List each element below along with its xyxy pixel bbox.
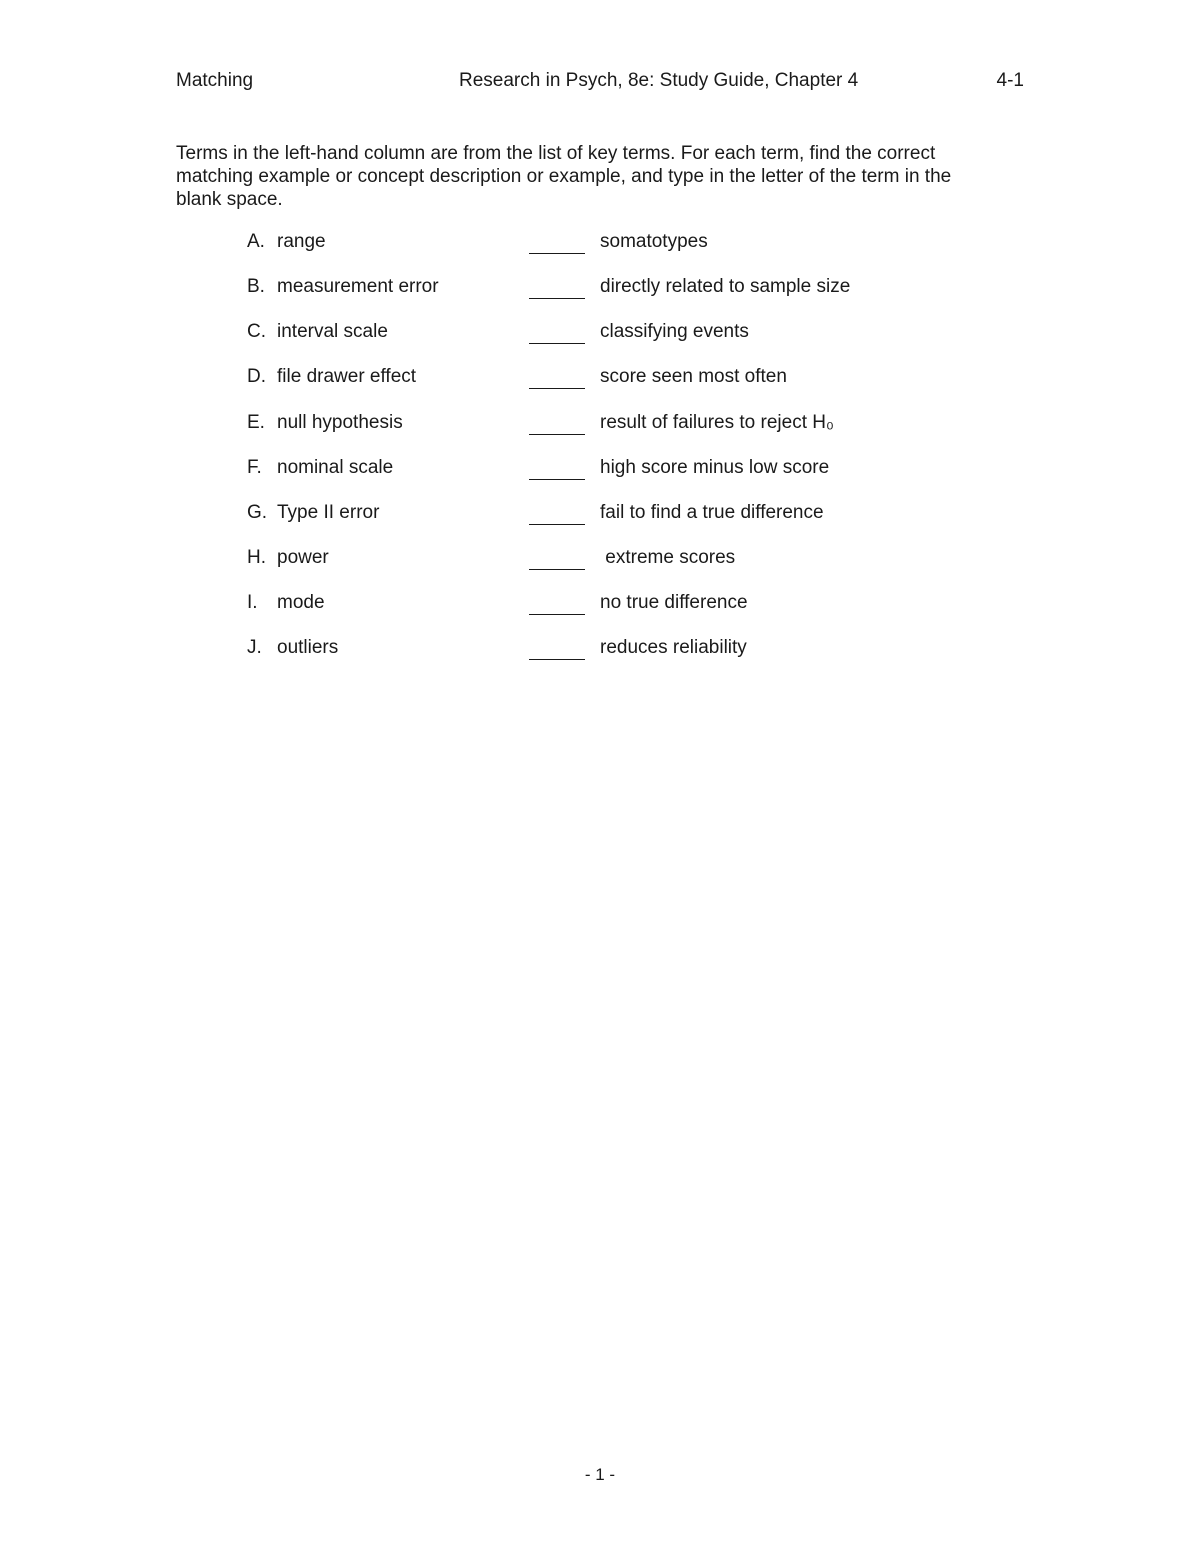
description-text: score seen most often: [600, 366, 787, 387]
description-text: directly related to sample size: [600, 276, 851, 297]
term-letter: B.: [247, 276, 265, 297]
answer-blank[interactable]: [529, 343, 585, 344]
answer-blank[interactable]: [529, 659, 585, 660]
term-letter: C.: [247, 321, 266, 342]
description-text: high score minus low score: [600, 457, 830, 478]
term-letter: H.: [247, 547, 266, 568]
instructions-paragraph: Terms in the left-hand column are from the list of key terms. For each term, find the correct matching example or concept description or example, and type in the letter of the term in the blank space.: [176, 143, 952, 210]
term-text: null hypothesis: [277, 412, 403, 433]
header-book-title: Research in Psych, 8e: Study Guide, Chapter 4: [459, 70, 859, 91]
page-footer-number: - 1 -: [584, 1465, 616, 1484]
matching-row: [0, 231, 1200, 259]
term-text: mode: [277, 592, 325, 613]
matching-row: [0, 592, 1200, 620]
term-text: file drawer effect: [277, 366, 417, 387]
term-letter: A.: [247, 231, 265, 252]
description-text: classifying events: [600, 321, 749, 342]
answer-blank[interactable]: [529, 253, 585, 254]
description-text: no true difference: [600, 592, 748, 613]
description-text: reduces reliability: [600, 637, 747, 658]
term-letter: F.: [247, 457, 262, 478]
matching-row: [0, 547, 1200, 575]
description-text: extreme scores: [600, 547, 736, 568]
matching-row: [0, 412, 1200, 440]
term-text: nominal scale: [277, 457, 394, 478]
description-text: result of failures to reject H₀: [600, 412, 834, 433]
answer-blank[interactable]: [529, 298, 585, 299]
answer-blank[interactable]: [529, 434, 585, 435]
term-letter: E.: [247, 412, 265, 433]
matching-row: [0, 637, 1200, 665]
matching-row: [0, 502, 1200, 530]
term-text: measurement error: [277, 276, 439, 297]
answer-blank[interactable]: [529, 614, 585, 615]
page-header: [176, 70, 1024, 96]
term-letter: I.: [247, 592, 258, 613]
matching-row: [0, 457, 1200, 485]
term-text: Type II error: [277, 502, 380, 523]
term-letter: D.: [247, 366, 266, 387]
term-text: range: [277, 231, 326, 252]
header-section-title: Matching: [176, 70, 254, 91]
term-text: power: [277, 547, 329, 568]
answer-blank[interactable]: [529, 569, 585, 570]
description-text: somatotypes: [600, 231, 708, 252]
description-text: fail to find a true difference: [600, 502, 824, 523]
matching-row: [0, 276, 1200, 304]
term-letter: J.: [247, 637, 262, 658]
answer-blank[interactable]: [529, 388, 585, 389]
matching-row: [0, 366, 1200, 394]
term-letter: G.: [247, 502, 268, 523]
term-text: outliers: [277, 637, 339, 658]
answer-blank[interactable]: [529, 524, 585, 525]
answer-blank[interactable]: [529, 479, 585, 480]
matching-row: [0, 321, 1200, 349]
term-text: interval scale: [277, 321, 388, 342]
header-page-number: 4-1: [996, 70, 1024, 91]
